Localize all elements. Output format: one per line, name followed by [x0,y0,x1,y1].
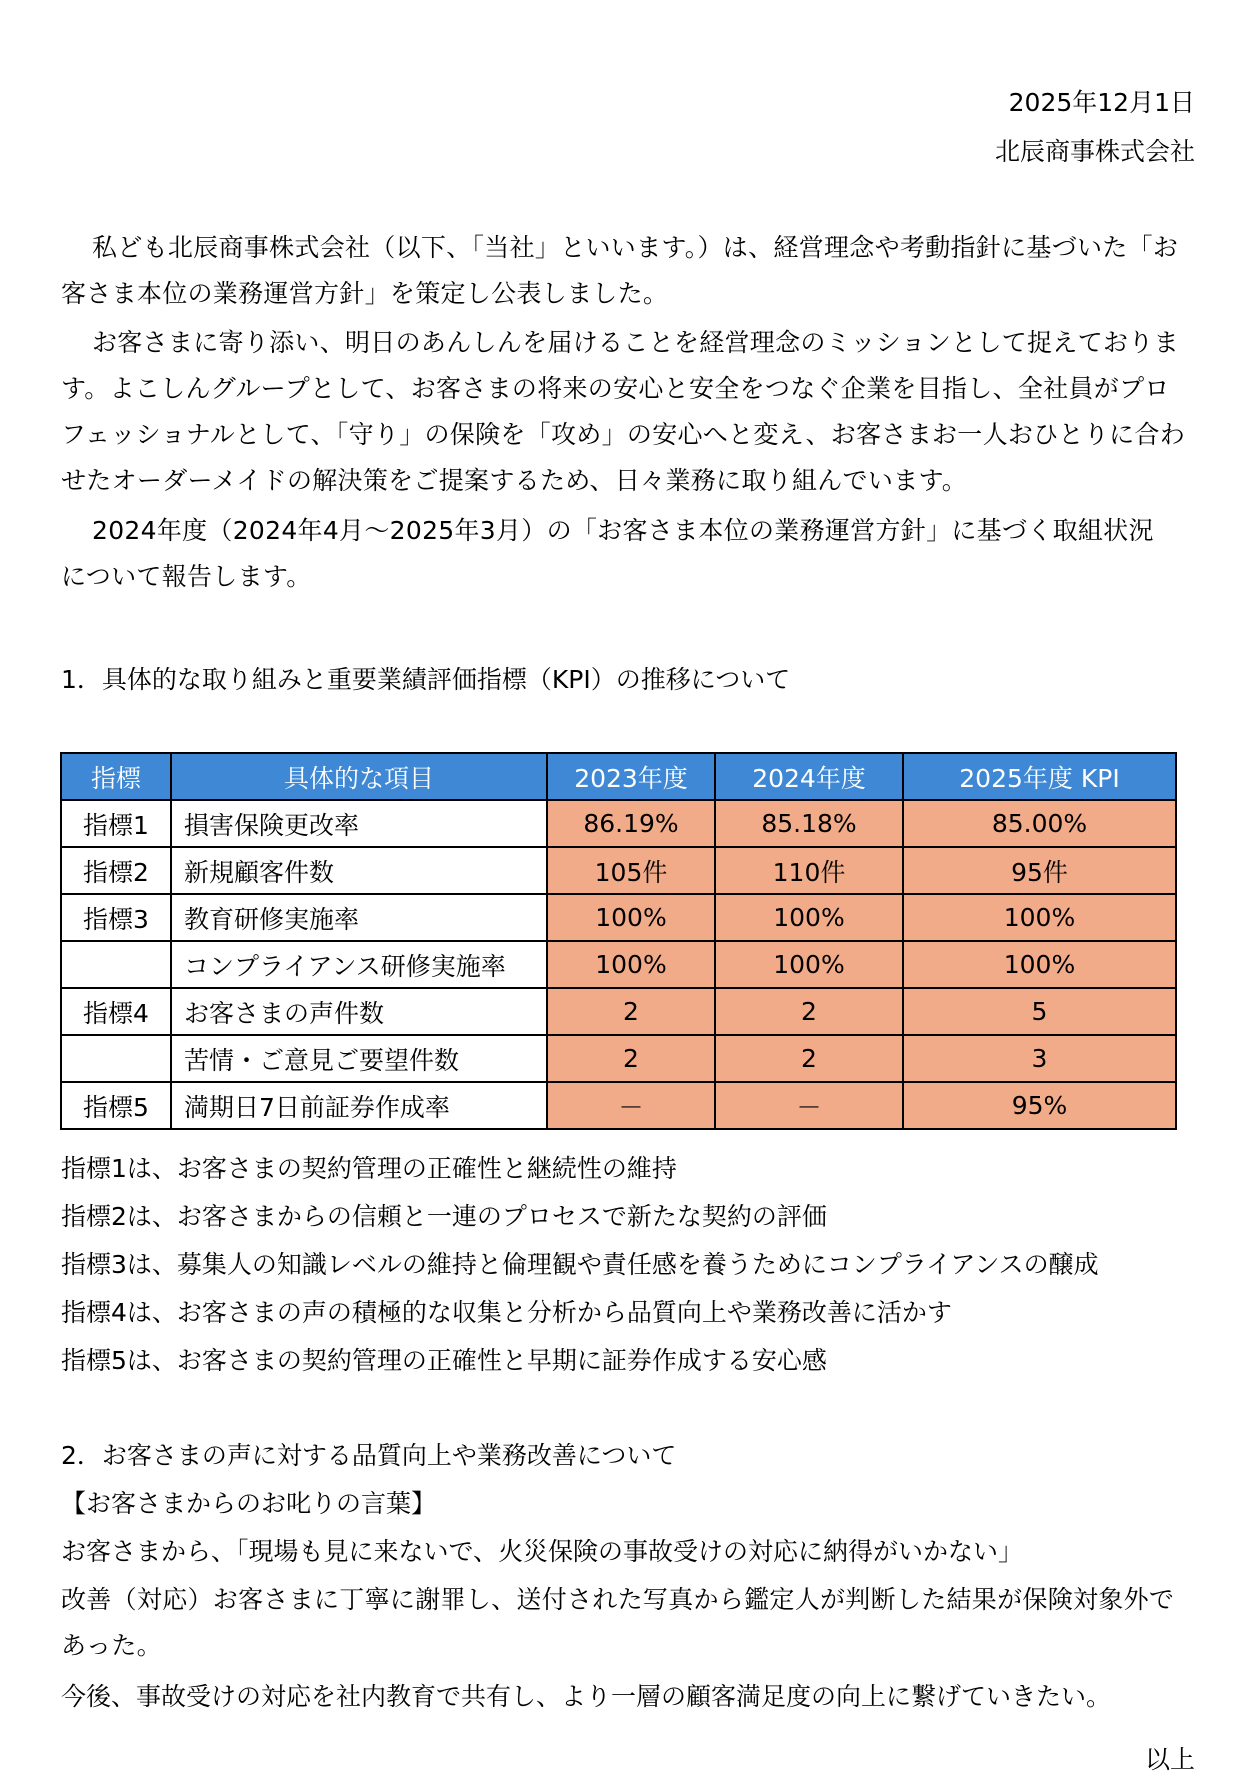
value-cell: 2 [715,988,903,1035]
column-header: 2023年度 [547,753,715,800]
table-row [61,941,1176,988]
indicator-cell [61,941,171,988]
section1-heading: 1．具体的な取り組みと重要業績評価指標（KPI）の推移について [61,665,791,694]
table-header-row [61,753,1176,800]
value-cell: 110件 [715,847,903,894]
future-text: 今後、事故受けの対応を社内教育で共有し、より一層の顧客満足度の向上に繋げていきたい。 [61,1682,1112,1711]
company-name: 北辰商事株式会社 [994,137,1195,166]
value-cell: 100% [903,941,1176,988]
section2-subheading: 【お客さまからのお叱りの言葉】 [61,1489,437,1518]
table-row [61,1082,1176,1129]
column-header: 指標 [61,753,171,800]
indicator-note: 指標1は、お客さまの契約管理の正確性と継続性の維持 [61,1154,677,1183]
item-cell: 新規顧客件数 [171,847,547,894]
table-row [61,847,1176,894]
value-cell: 2 [547,988,715,1035]
table-row [61,988,1176,1035]
indicator-cell: 指標2 [61,847,171,894]
complaint-text: お客さまから、「現場も見に来ないで、火災保険の事故受けの対応に納得がいかない」 [61,1537,1024,1566]
column-header: 2025年度 KPI [903,753,1176,800]
value-cell: 95% [903,1082,1176,1129]
item-cell: 苦情・ご意見ご要望件数 [171,1035,547,1082]
document-date: 2025年12月1日 [1008,88,1195,117]
value-cell: 100% [903,894,1176,941]
value-cell: 100% [715,941,903,988]
section2-heading: 2．お客さまの声に対する品質向上や業務改善について [61,1441,677,1470]
value-cell: 100% [547,941,715,988]
intro-paragraph-1: 私ども北辰商事株式会社（以下、「当社」といいます。）は、経営理念や考動指針に基づいた「お客さま本位の業務運営方針」を策定し公表しました。 [61,233,1179,308]
value-cell: 5 [903,988,1176,1035]
value-cell: 2 [715,1035,903,1082]
indicator-cell: 指標4 [61,988,171,1035]
table-row [61,894,1176,941]
table-row [61,800,1176,847]
value-cell: 86.19% [547,800,715,847]
item-cell: コンプライアンス研修実施率 [171,941,547,988]
indicator-note: 指標5は、お客さまの契約管理の正確性と早期に証券作成する安心感 [61,1346,827,1375]
response-text: 改善（対応）お客さまに丁寧に謝罪し、送付された写真から鑑定人が判断した結果が保険対象外であった。 [61,1585,1175,1660]
intro-paragraph-2: お客さまに寄り添い、明日のあんしんを届けることを経営理念のミッションとして捉えております。よこしんグループとして、お客さまの将来の安心と安全をつなぐ企業を目指し、全社員がプロフェッショナルとして、「守り」の保険を「攻め」の安心へと変え、お客さまお一人おひとりに合わせたオーダーメイドの解決策をご提案するため、日々業務に取り組んでいます。 [61,328,1186,495]
item-cell: 教育研修実施率 [171,894,547,941]
table-row [61,1035,1176,1082]
indicator-note: 指標2は、お客さまからの信頼と一連のプロセスで新たな契約の評価 [61,1202,827,1231]
indicator-cell: 指標5 [61,1082,171,1129]
kpi-table [60,752,1177,1130]
value-cell: 85.00% [903,800,1176,847]
intro-paragraph-3: 2024年度（2024年4月～2025年3月）の「お客さま本位の業務運営方針」に基づく取組状況について報告します。 [61,516,1154,591]
indicator-note: 指標3は、募集人の知識レベルの維持と倫理観や責任感を養うためにコンプライアンスの醸成 [61,1250,1099,1279]
indicator-cell: 指標3 [61,894,171,941]
indicator-cell: 指標1 [61,800,171,847]
item-cell: 満期日7日前証券作成率 [171,1082,547,1129]
value-cell: 100% [547,894,715,941]
indicator-note: 指標4は、お客さまの声の積極的な収集と分析から品質向上や業務改善に活かす [61,1298,952,1327]
item-cell: 損害保険更改率 [171,800,547,847]
value-cell: － [547,1082,715,1129]
value-cell: － [715,1082,903,1129]
indicator-cell [61,1035,171,1082]
value-cell: 95件 [903,847,1176,894]
value-cell: 2 [547,1035,715,1082]
value-cell: 3 [903,1035,1176,1082]
value-cell: 85.18% [715,800,903,847]
column-header: 2024年度 [715,753,903,800]
value-cell: 100% [715,894,903,941]
item-cell: お客さまの声件数 [171,988,547,1035]
closing-text: 以上 [1144,1745,1195,1774]
value-cell: 105件 [547,847,715,894]
column-header: 具体的な項目 [171,753,547,800]
